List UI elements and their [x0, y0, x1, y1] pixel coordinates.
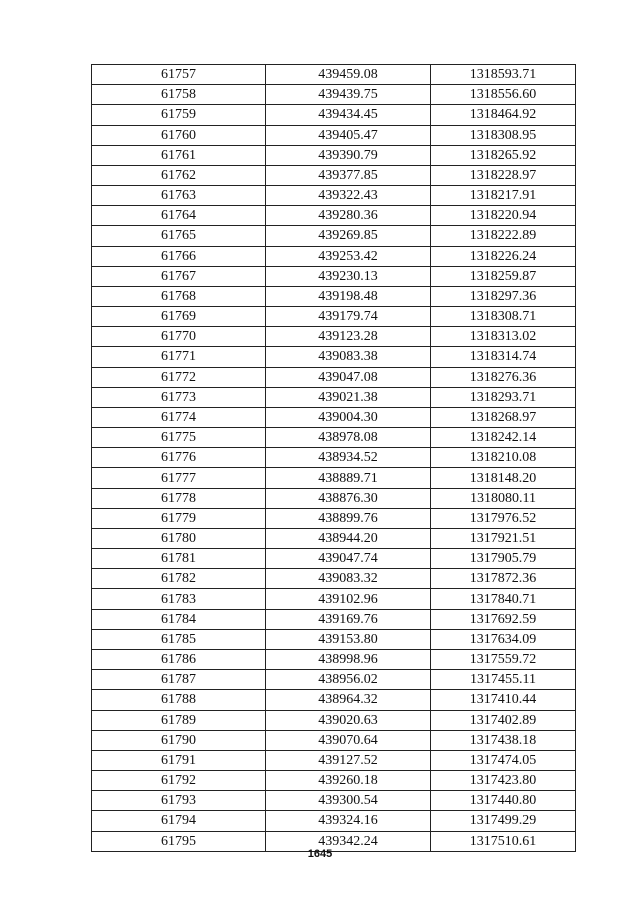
y-coordinate-cell: 1318226.24	[431, 246, 576, 266]
point-id-cell: 61776	[92, 448, 266, 468]
y-coordinate-cell: 1318242.14	[431, 428, 576, 448]
point-id-cell: 61767	[92, 266, 266, 286]
x-coordinate-cell: 439083.38	[266, 347, 431, 367]
table-row	[92, 549, 576, 569]
x-coordinate-cell: 439230.13	[266, 266, 431, 286]
point-id-cell: 61783	[92, 589, 266, 609]
x-coordinate-cell: 439153.80	[266, 629, 431, 649]
y-coordinate-cell: 1317455.11	[431, 670, 576, 690]
x-coordinate-cell: 439047.74	[266, 549, 431, 569]
table-row	[92, 690, 576, 710]
y-coordinate-cell: 1318464.92	[431, 105, 576, 125]
table-row	[92, 186, 576, 206]
y-coordinate-cell: 1317634.09	[431, 629, 576, 649]
table-row	[92, 246, 576, 266]
y-coordinate-cell: 1317510.61	[431, 831, 576, 851]
table-row	[92, 629, 576, 649]
coordinates-table-body	[92, 65, 576, 852]
point-id-cell: 61779	[92, 508, 266, 528]
y-coordinate-cell: 1317840.71	[431, 589, 576, 609]
table-row	[92, 165, 576, 185]
coordinates-table	[91, 64, 576, 852]
y-coordinate-cell: 1318080.11	[431, 488, 576, 508]
x-coordinate-cell: 439280.36	[266, 206, 431, 226]
y-coordinate-cell: 1317474.05	[431, 750, 576, 770]
x-coordinate-cell: 439198.48	[266, 286, 431, 306]
point-id-cell: 61791	[92, 750, 266, 770]
x-coordinate-cell: 438876.30	[266, 488, 431, 508]
table-row	[92, 569, 576, 589]
y-coordinate-cell: 1318268.97	[431, 407, 576, 427]
x-coordinate-cell: 439300.54	[266, 791, 431, 811]
point-id-cell: 61774	[92, 407, 266, 427]
x-coordinate-cell: 439405.47	[266, 125, 431, 145]
point-id-cell: 61784	[92, 609, 266, 629]
x-coordinate-cell: 438944.20	[266, 528, 431, 548]
y-coordinate-cell: 1317438.18	[431, 730, 576, 750]
table-row	[92, 508, 576, 528]
table-row	[92, 710, 576, 730]
x-coordinate-cell: 439047.08	[266, 367, 431, 387]
point-id-cell: 61795	[92, 831, 266, 851]
x-coordinate-cell: 438934.52	[266, 448, 431, 468]
point-id-cell: 61786	[92, 649, 266, 669]
y-coordinate-cell: 1318314.74	[431, 347, 576, 367]
table-row	[92, 428, 576, 448]
table-row	[92, 791, 576, 811]
y-coordinate-cell: 1318210.08	[431, 448, 576, 468]
y-coordinate-cell: 1318297.36	[431, 286, 576, 306]
point-id-cell: 61794	[92, 811, 266, 831]
point-id-cell: 61757	[92, 65, 266, 85]
table-row	[92, 347, 576, 367]
point-id-cell: 61765	[92, 226, 266, 246]
x-coordinate-cell: 439020.63	[266, 710, 431, 730]
x-coordinate-cell: 439123.28	[266, 327, 431, 347]
x-coordinate-cell: 439377.85	[266, 165, 431, 185]
point-id-cell: 61785	[92, 629, 266, 649]
point-id-cell: 61792	[92, 771, 266, 791]
table-row	[92, 105, 576, 125]
x-coordinate-cell: 439269.85	[266, 226, 431, 246]
x-coordinate-cell: 438978.08	[266, 428, 431, 448]
x-coordinate-cell: 439439.75	[266, 85, 431, 105]
point-id-cell: 61788	[92, 690, 266, 710]
point-id-cell: 61780	[92, 528, 266, 548]
point-id-cell: 61771	[92, 347, 266, 367]
x-coordinate-cell: 438964.32	[266, 690, 431, 710]
y-coordinate-cell: 1318293.71	[431, 387, 576, 407]
x-coordinate-cell: 438998.96	[266, 649, 431, 669]
page-number: 1645	[307, 848, 333, 860]
y-coordinate-cell: 1318308.71	[431, 307, 576, 327]
x-coordinate-cell: 439127.52	[266, 750, 431, 770]
point-id-cell: 61769	[92, 307, 266, 327]
table-row	[92, 407, 576, 427]
y-coordinate-cell: 1318217.91	[431, 186, 576, 206]
point-id-cell: 61790	[92, 730, 266, 750]
table-row	[92, 771, 576, 791]
table-row	[92, 670, 576, 690]
point-id-cell: 61772	[92, 367, 266, 387]
y-coordinate-cell: 1318308.95	[431, 125, 576, 145]
table-row	[92, 387, 576, 407]
point-id-cell: 61759	[92, 105, 266, 125]
table-row	[92, 649, 576, 669]
point-id-cell: 61768	[92, 286, 266, 306]
point-id-cell: 61781	[92, 549, 266, 569]
x-coordinate-cell: 439070.64	[266, 730, 431, 750]
table-row	[92, 65, 576, 85]
x-coordinate-cell: 439324.16	[266, 811, 431, 831]
table-row	[92, 750, 576, 770]
x-coordinate-cell: 439004.30	[266, 407, 431, 427]
table-row	[92, 206, 576, 226]
point-id-cell: 61787	[92, 670, 266, 690]
y-coordinate-cell: 1317410.44	[431, 690, 576, 710]
y-coordinate-cell: 1317921.51	[431, 528, 576, 548]
table-row	[92, 145, 576, 165]
x-coordinate-cell: 438956.02	[266, 670, 431, 690]
x-coordinate-cell: 439459.08	[266, 65, 431, 85]
y-coordinate-cell: 1318265.92	[431, 145, 576, 165]
y-coordinate-cell: 1318259.87	[431, 266, 576, 286]
point-id-cell: 61761	[92, 145, 266, 165]
x-coordinate-cell: 439102.96	[266, 589, 431, 609]
x-coordinate-cell: 439179.74	[266, 307, 431, 327]
y-coordinate-cell: 1317559.72	[431, 649, 576, 669]
table-row	[92, 327, 576, 347]
point-id-cell: 61770	[92, 327, 266, 347]
x-coordinate-cell: 439322.43	[266, 186, 431, 206]
y-coordinate-cell: 1317402.89	[431, 710, 576, 730]
table-row	[92, 448, 576, 468]
point-id-cell: 61777	[92, 468, 266, 488]
point-id-cell: 61778	[92, 488, 266, 508]
point-id-cell: 61762	[92, 165, 266, 185]
y-coordinate-cell: 1318148.20	[431, 468, 576, 488]
x-coordinate-cell: 438899.76	[266, 508, 431, 528]
y-coordinate-cell: 1317499.29	[431, 811, 576, 831]
y-coordinate-cell: 1318313.02	[431, 327, 576, 347]
y-coordinate-cell: 1318276.36	[431, 367, 576, 387]
x-coordinate-cell: 439021.38	[266, 387, 431, 407]
x-coordinate-cell: 439260.18	[266, 771, 431, 791]
table-row	[92, 286, 576, 306]
y-coordinate-cell: 1317423.80	[431, 771, 576, 791]
table-row	[92, 589, 576, 609]
point-id-cell: 61793	[92, 791, 266, 811]
y-coordinate-cell: 1317692.59	[431, 609, 576, 629]
table-row	[92, 488, 576, 508]
table-row	[92, 226, 576, 246]
point-id-cell: 61766	[92, 246, 266, 266]
y-coordinate-cell: 1317440.80	[431, 791, 576, 811]
x-coordinate-cell: 439169.76	[266, 609, 431, 629]
point-id-cell: 61782	[92, 569, 266, 589]
y-coordinate-cell: 1318556.60	[431, 85, 576, 105]
table-row	[92, 125, 576, 145]
table-row	[92, 266, 576, 286]
point-id-cell: 61789	[92, 710, 266, 730]
table-row	[92, 85, 576, 105]
table-row	[92, 528, 576, 548]
y-coordinate-cell: 1317976.52	[431, 508, 576, 528]
table-row	[92, 367, 576, 387]
table-row	[92, 307, 576, 327]
y-coordinate-cell: 1318220.94	[431, 206, 576, 226]
y-coordinate-cell: 1318228.97	[431, 165, 576, 185]
table-row	[92, 468, 576, 488]
table-row	[92, 811, 576, 831]
x-coordinate-cell: 438889.71	[266, 468, 431, 488]
x-coordinate-cell: 439083.32	[266, 569, 431, 589]
point-id-cell: 61760	[92, 125, 266, 145]
y-coordinate-cell: 1318222.89	[431, 226, 576, 246]
y-coordinate-cell: 1317872.36	[431, 569, 576, 589]
x-coordinate-cell: 439342.24	[266, 831, 431, 851]
point-id-cell: 61775	[92, 428, 266, 448]
x-coordinate-cell: 439253.42	[266, 246, 431, 266]
table-row	[92, 609, 576, 629]
y-coordinate-cell: 1317905.79	[431, 549, 576, 569]
point-id-cell: 61763	[92, 186, 266, 206]
y-coordinate-cell: 1318593.71	[431, 65, 576, 85]
point-id-cell: 61758	[92, 85, 266, 105]
x-coordinate-cell: 439390.79	[266, 145, 431, 165]
point-id-cell: 61764	[92, 206, 266, 226]
point-id-cell: 61773	[92, 387, 266, 407]
x-coordinate-cell: 439434.45	[266, 105, 431, 125]
table-row	[92, 730, 576, 750]
